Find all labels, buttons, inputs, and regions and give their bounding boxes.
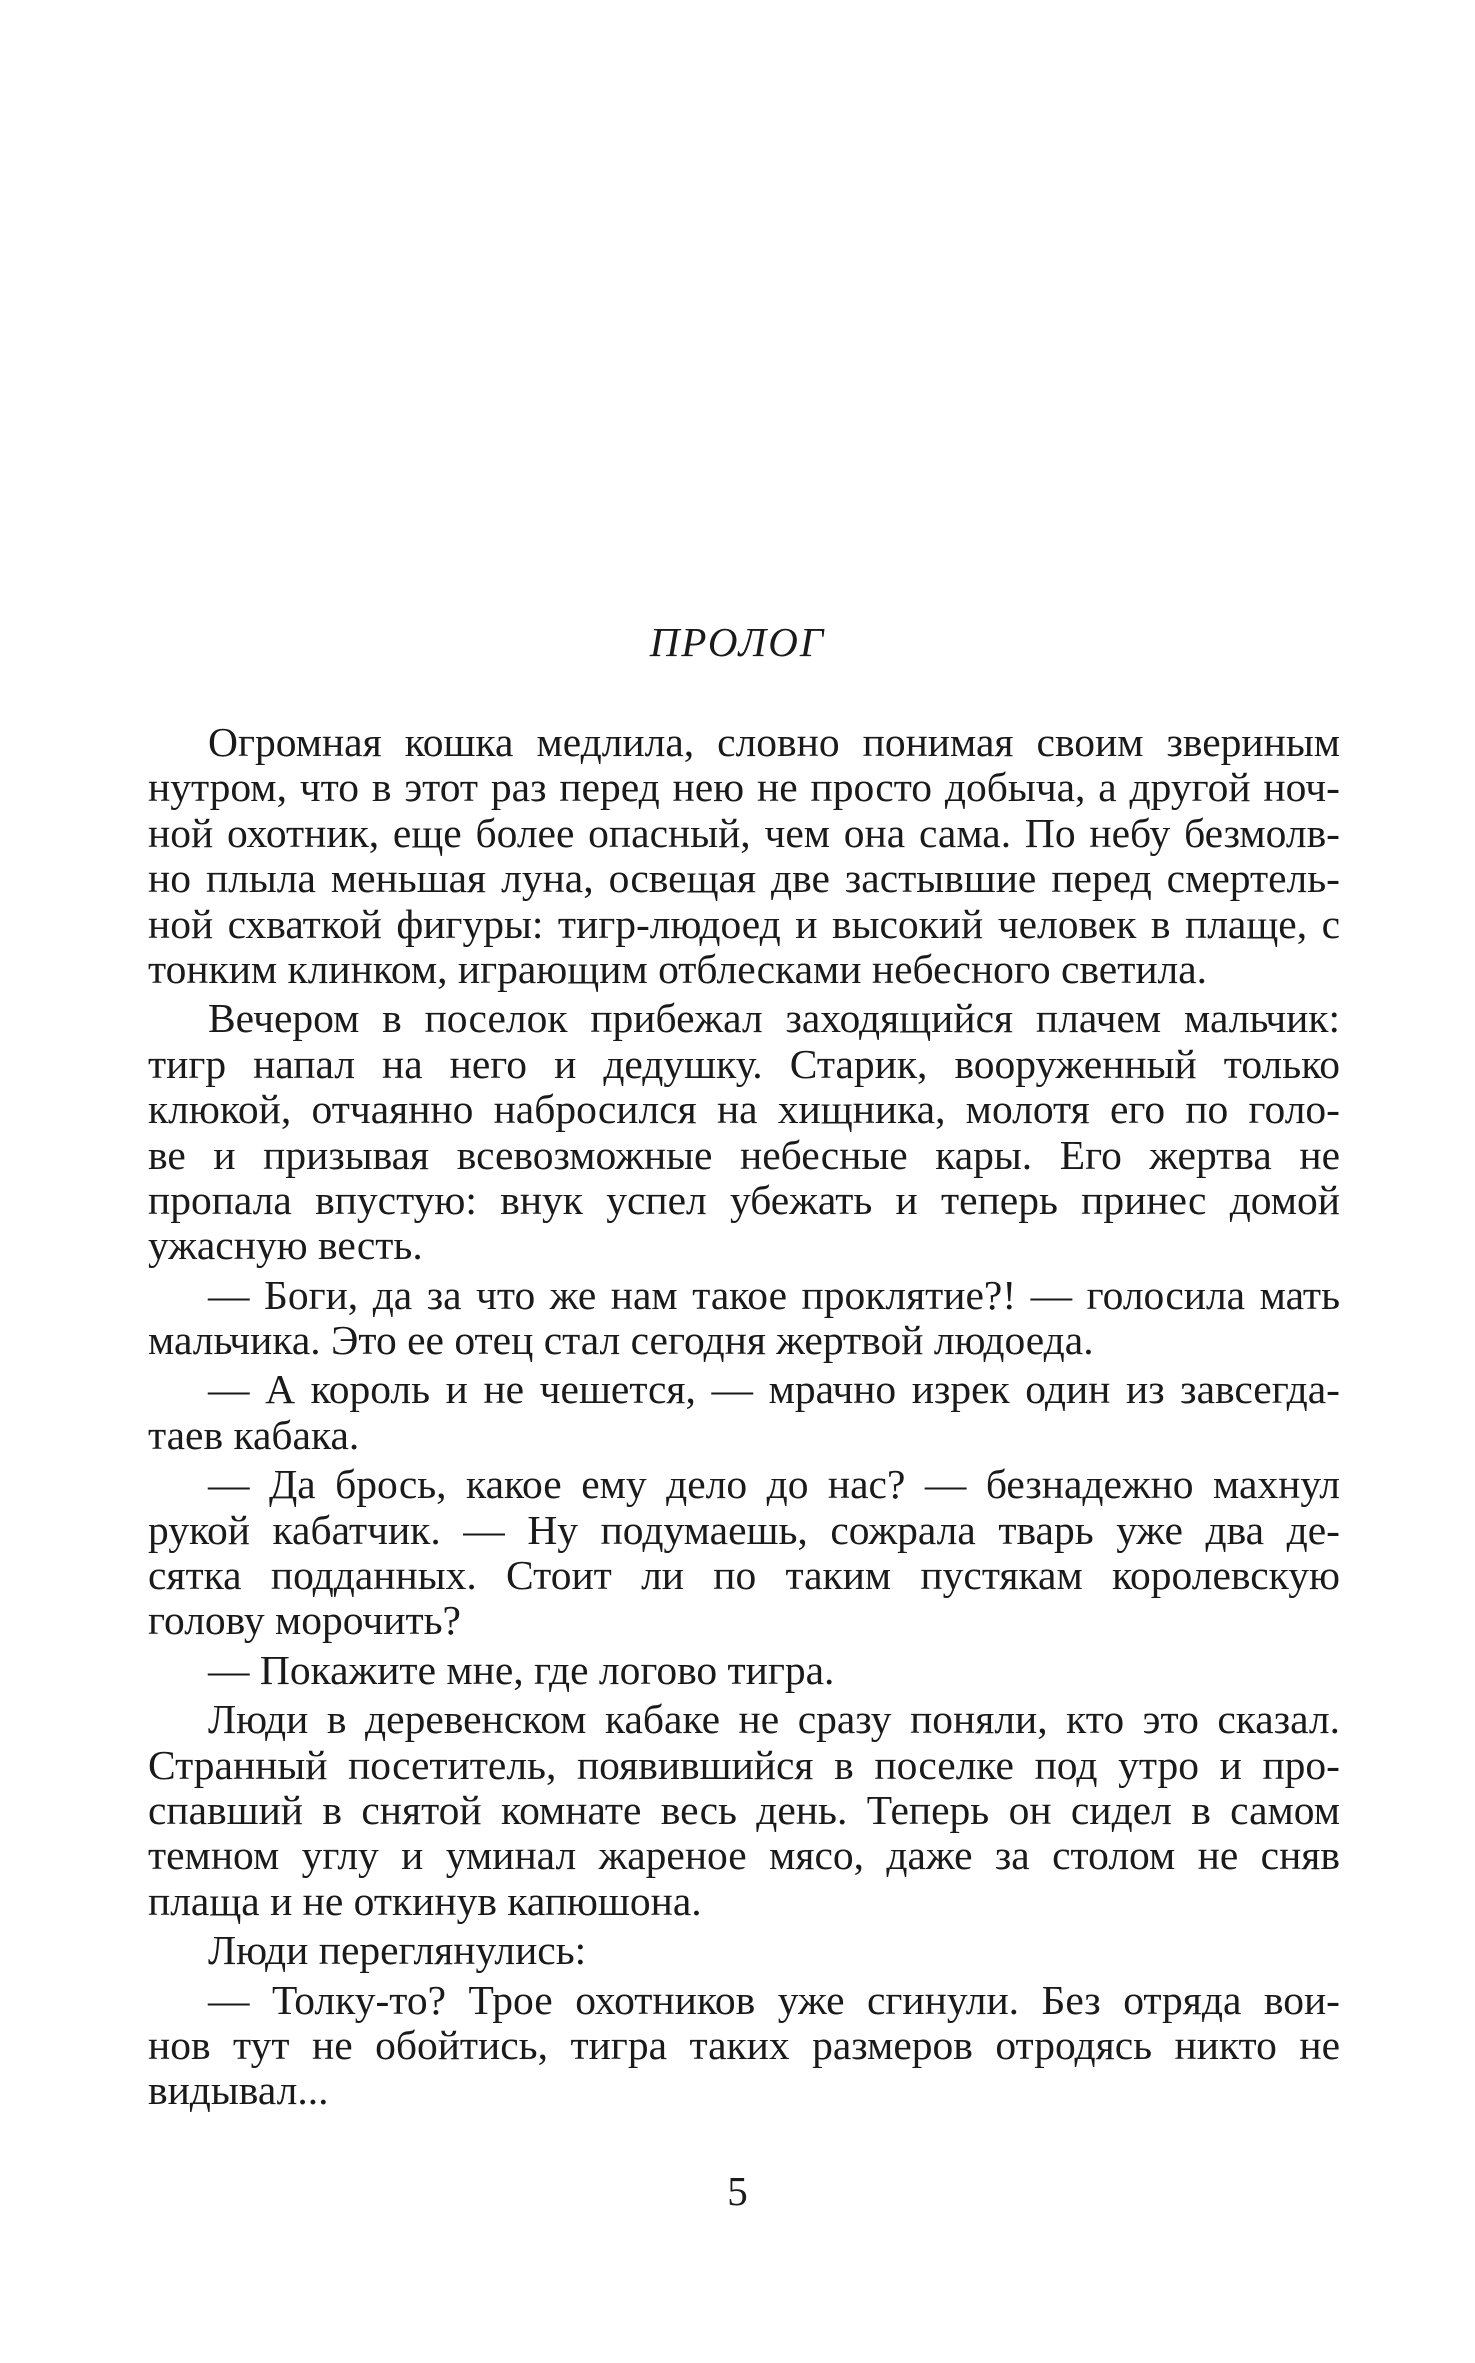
text-line: мальчика. Это ее отец стал сегодня жертвой людоеда. — [148, 1317, 1094, 1364]
text-line: сятка подданных. Стоит ли по таким пустякам королевскую — [148, 1552, 1340, 1599]
page-number: 5 — [727, 2168, 748, 2214]
paragraph — [148, 1648, 1340, 1693]
paragraph — [148, 1928, 1340, 1973]
text-line: ве и призывая всевозможные небесные кары. Его жертва не — [148, 1131, 1340, 1178]
text-line: тонким клинком, играющим отблесками небесного светила. — [148, 945, 1208, 992]
text-line: спавший в снятой комнате весь день. Теперь он сидел в самом — [148, 1786, 1340, 1833]
paragraph — [148, 1697, 1340, 1924]
text-line: нов тут не обойтись, тигра таких размеров отродясь никто не — [148, 2021, 1340, 2068]
text-line: таев кабака. — [148, 1411, 360, 1458]
text-line: — Да брось, какое ему дело до нас? — безнадежно махнул — [208, 1461, 1340, 1508]
paragraph — [148, 1367, 1340, 1458]
text-line: нутром, что в этот раз перед нею не просто добыча, а другой ноч- — [148, 764, 1340, 811]
chapter-title: ПРОЛОГ — [649, 619, 826, 665]
text-line: темном углу и уминал жареное мясо, даже за столом не сняв — [148, 1832, 1340, 1879]
text-line: голову морочить? — [148, 1597, 461, 1644]
text-line: — Покажите мне, где логово тигра. — [208, 1646, 835, 1693]
text-line: плаща и не откинув капюшона. — [148, 1877, 702, 1924]
paragraph — [148, 1273, 1340, 1364]
text-line: пропала впустую: внук успел убежать и теперь принес домой — [148, 1176, 1340, 1223]
text-line: — Боги, да за что же нам такое проклятие?! — голосила мать — [208, 1271, 1340, 1318]
text-line: Люди в деревенском кабаке не сразу поняли, кто это сказал. — [208, 1696, 1340, 1743]
text-line: видывал... — [148, 2067, 329, 2114]
text-line: ной схваткой фигуры: тигр-людоед и высокий человек в плаще, с — [148, 900, 1340, 947]
text-line: Люди переглянулись: — [208, 1927, 587, 1974]
text-line: ной охотник, еще более опасный, чем она сама. По небу безмолв- — [148, 809, 1340, 856]
text-line: клюкой, отчаянно набросился на хищника, молотя его по голо- — [148, 1086, 1340, 1133]
text-line: — Толку-то? Трое охотников уже сгинули. Без отряда вои- — [208, 1976, 1340, 2023]
text-line: ужасную весть. — [148, 1222, 423, 1269]
text-line: но плыла меньшая луна, освещая две застывшие перед смертель- — [148, 855, 1340, 902]
paragraph — [148, 720, 1340, 992]
text-line: тигр напал на него и дедушку. Старик, вооруженный только — [148, 1040, 1340, 1087]
text-line: Вечером в поселок прибежал заходящийся плачем мальчик: — [208, 995, 1340, 1042]
text-line: Огромная кошка медлила, словно понимая своим звериным — [208, 719, 1340, 765]
paragraph — [148, 1462, 1340, 1644]
paragraph — [148, 996, 1340, 1268]
text-line: Странный посетитель, появившийся в поселке под утро и про- — [148, 1741, 1340, 1788]
body-text — [148, 720, 1340, 2118]
text-line: рукой кабатчик. — Ну подумаешь, сожрала тварь уже два де- — [148, 1506, 1340, 1553]
paragraph — [148, 1978, 1340, 2114]
text-line: — А король и не чешется, — мрачно изрек один из завсегда- — [208, 1366, 1340, 1413]
